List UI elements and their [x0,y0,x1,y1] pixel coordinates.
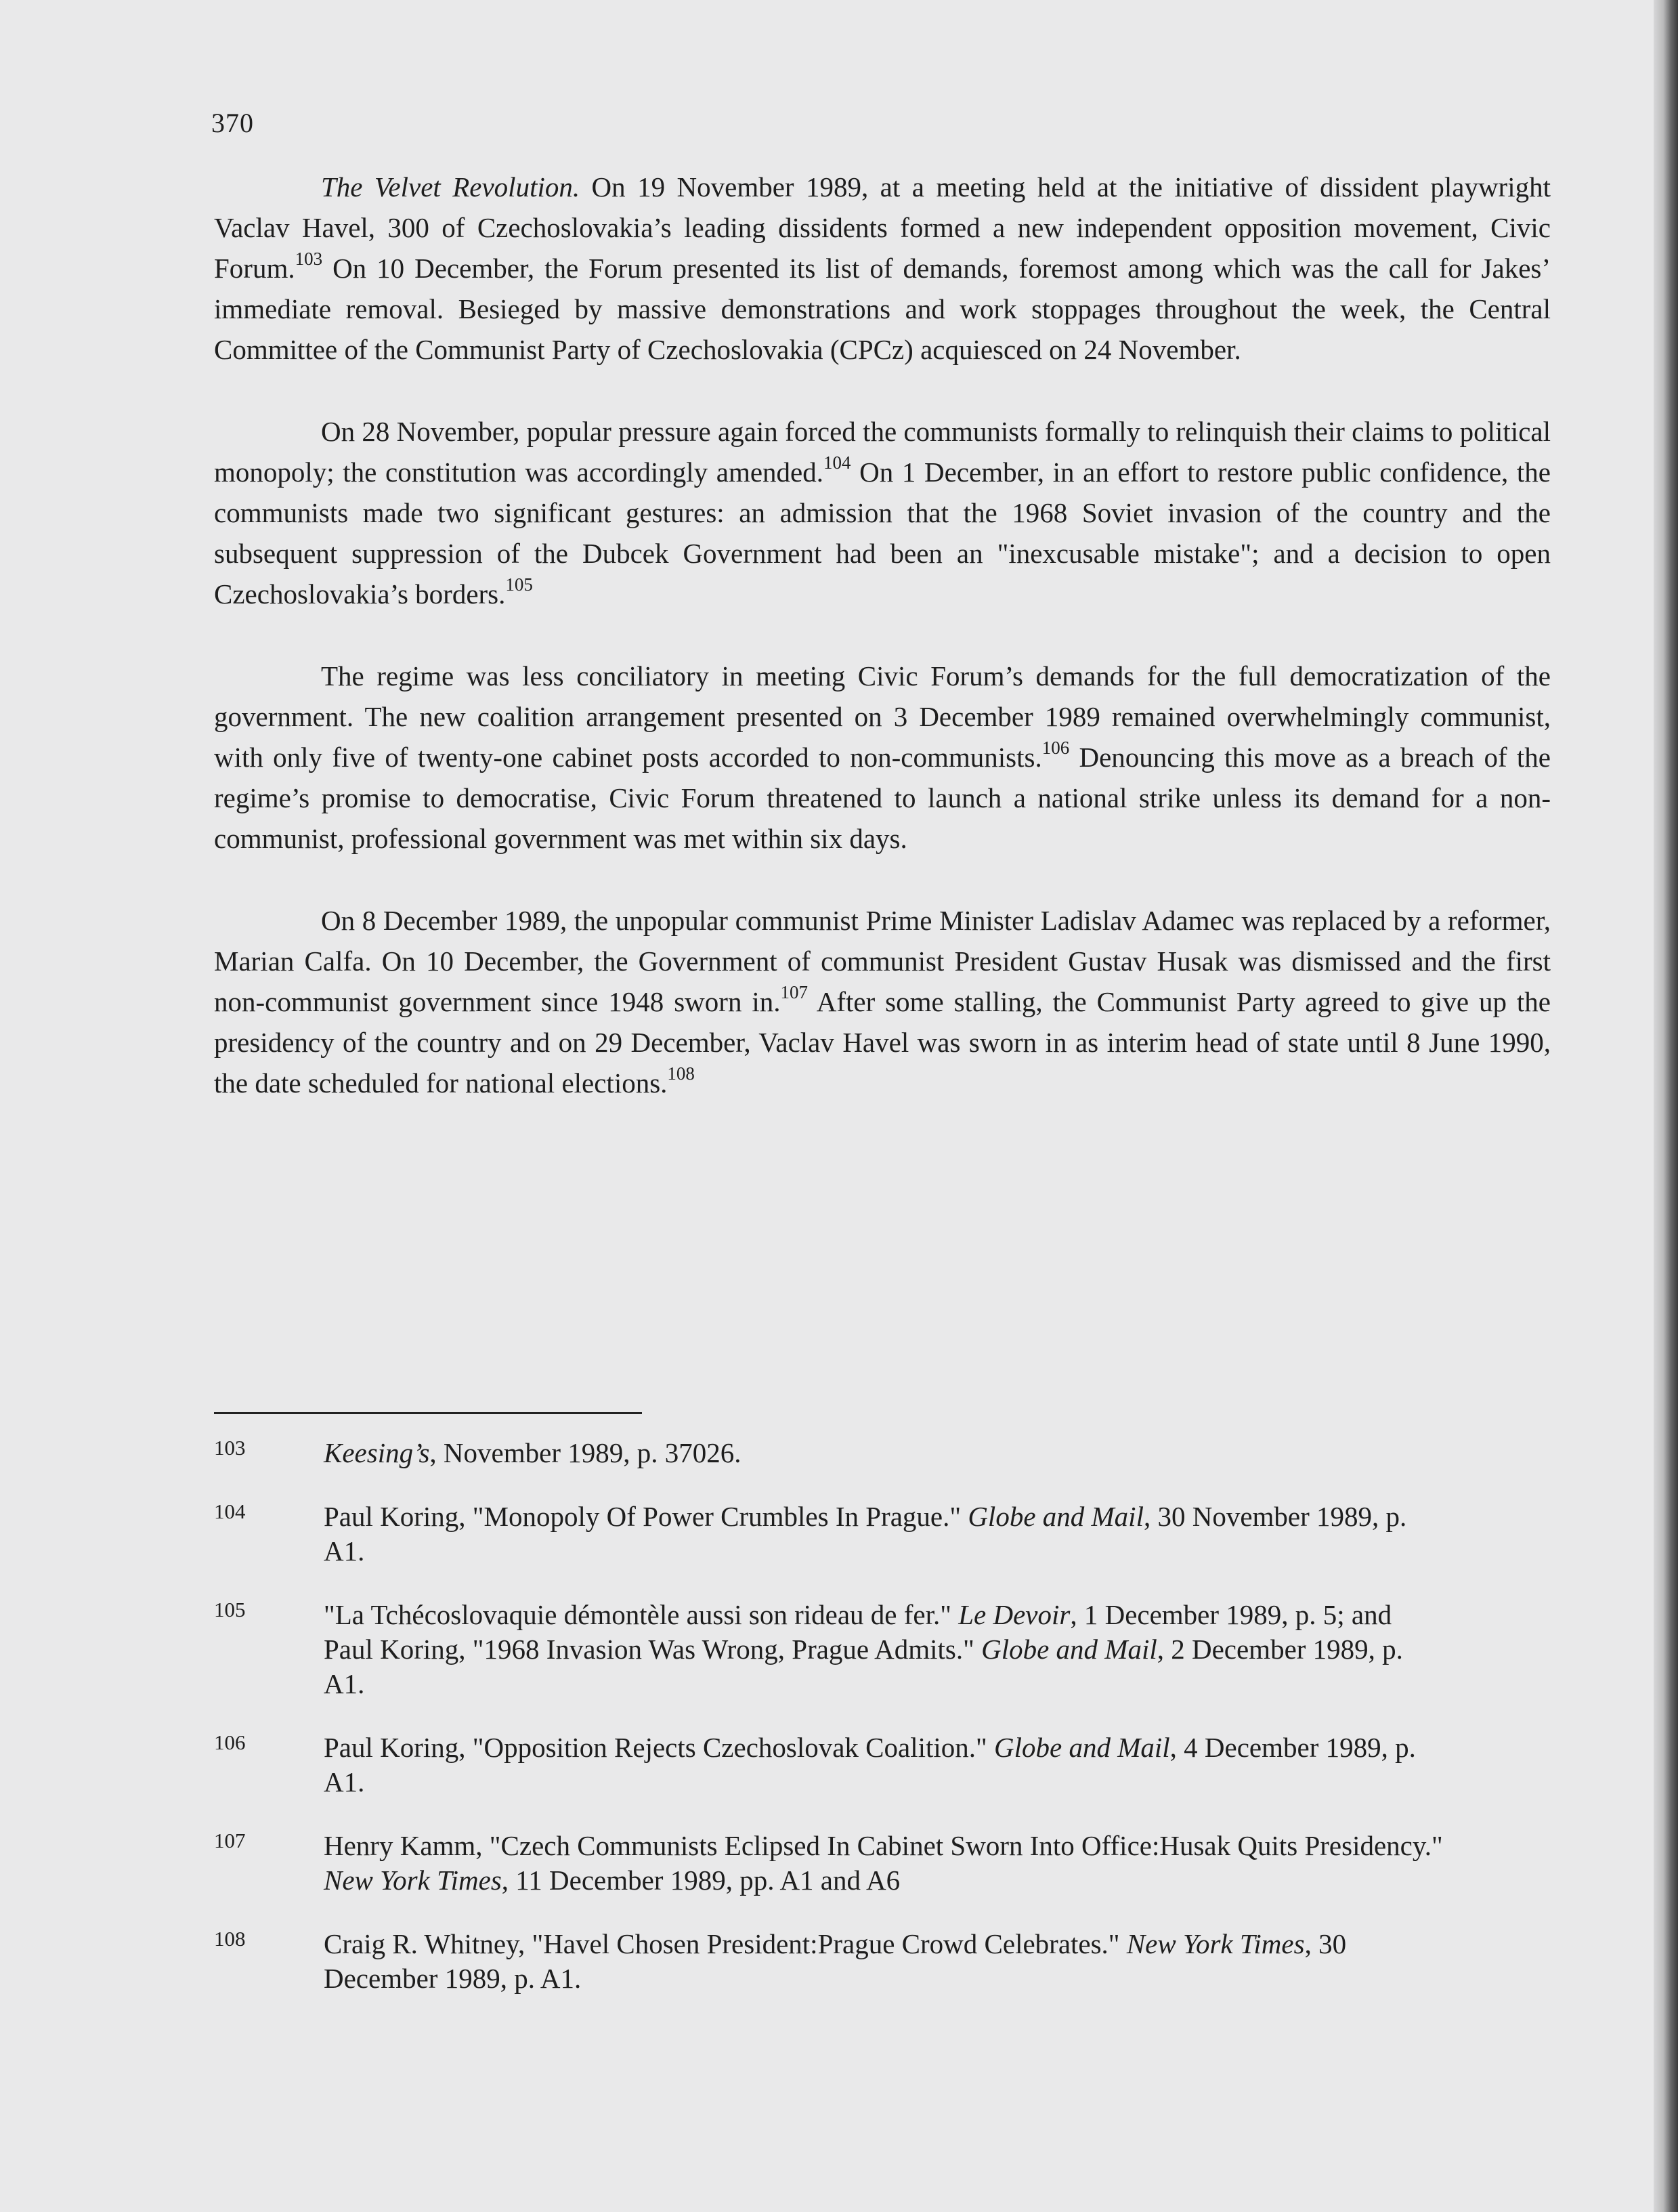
text-run: Henry Kamm, "Czech Communists Eclipsed In Cabinet Sworn Into Office:Husak Quits Presidency." [324,1830,1443,1861]
italic-text: New York Times [1126,1928,1305,1959]
footnote-ref: 103 [295,249,323,270]
paragraph [214,167,1551,370]
text-run: , 2 December 1989, p. A1. [324,1634,1403,1699]
footnotes [214,1436,1448,2025]
text-run: On 1 December, in an effort to restore public confidence, the communists made two significant gestures: an admission that the 1968 Soviet invasion of the country and the subsequent suppression of the Dubcek Government had been an "inexcusable mistake"; and a decision to open Czechoslovakia’s borders. [214,456,1551,610]
paragraph [214,656,1551,859]
footnote-number: 105 [214,1598,246,1621]
footnote-ref: 104 [823,452,851,473]
text-run: , November 1989, p. 37026. [429,1437,741,1468]
footnote-ref: 105 [505,574,533,595]
footnote-number: 107 [214,1829,246,1852]
page-number: 370 [211,108,254,138]
footnote-ref: 106 [1041,738,1070,759]
text-run: On 19 November 1989, at a meeting held at the initiative of dissident playwright Vaclav Havel, 300 of Czechoslovakia’s leading dissidents formed a new independent opposition movement, Civic Forum. [214,171,1551,284]
footnote [214,1829,1448,1898]
text-run: After some stalling, the Communist Party agreed to give up the presidency of the country and on 29 December, Vaclav Havel was sworn in as interim head of state until 8 June 1990, the date scheduled for national elections. [214,986,1551,1099]
text-run: The regime was less conciliatory in meeting Civic Forum’s demands for the full democratization of the government. The new coalition arrangement presented on 3 December 1989 remained overwhelmingly communist, with only five of twenty-one cabinet posts accorded to non-communists. [214,660,1551,773]
footnote [214,1927,1448,1996]
footnote [214,1500,1448,1569]
italic-text: Globe and Mail [994,1732,1170,1763]
paragraph [214,411,1551,614]
italic-text: New York Times [324,1865,502,1896]
footnote-number: 103 [214,1436,246,1460]
text-run: , 4 December 1989, p. A1. [324,1732,1416,1798]
footnote [214,1730,1448,1800]
footnote-text [324,1599,1403,1699]
footnote-text [324,1830,1443,1896]
italic-text: Globe and Mail [981,1634,1157,1665]
footnote-text [324,1732,1416,1798]
footnote-ref: 107 [780,982,809,1003]
footnote-number: 104 [214,1500,246,1523]
text-run: , 1 December 1989, p. 5; and Paul Koring, "1968 Invasion Was Wrong, Prague Admits." [324,1599,1392,1665]
text-run: On 10 December, the Forum presented its list of demands, foremost among which was the call for Jakes’ immediate removal. Besieged by massive demonstrations and work stoppages throughout the week, the Central Committee of the Communist Party of Czechoslovakia (CPCz) acquiesced on 24 November. [214,253,1551,365]
text-run: Paul Koring, "Opposition Rejects Czechoslovak Coalition." [324,1732,995,1763]
footnote-divider [214,1412,642,1414]
text-run: Denouncing this move as a breach of the regime’s promise to democratise, Civic Forum threatened to launch a national strike unless its demand for a non-communist, professional government was met within six days. [214,742,1551,854]
text-run: Paul Koring, "Monopoly Of Power Crumbles In Prague." [324,1501,968,1532]
footnote-text [324,1437,741,1468]
italic-text: The Velvet Revolution. [321,171,580,203]
footnote [214,1598,1448,1701]
text-run: On 8 December 1989, the unpopular communist Prime Minister Ladislav Adamec was replaced by a reformer, Marian Calfa. On 10 December, the Government of communist President Gustav Husak was dismissed and the first non-communist government since 1948 sworn in. [214,905,1551,1017]
text-run: "La Tchécoslovaquie démontèle aussi son rideau de fer." [324,1599,959,1630]
footnote-number: 108 [214,1927,246,1951]
footnote-text [324,1928,1346,1994]
main-text [214,167,1551,1145]
page-edge-shadow [1654,0,1678,2212]
footnote-ref: 108 [667,1063,695,1084]
footnote [214,1436,1448,1470]
text-run: , 30 December 1989, p. A1. [324,1928,1347,1994]
italic-text: Le Devoir [958,1599,1071,1630]
text-run: , 30 November 1989, p. A1. [324,1501,1407,1567]
text-run: , 11 December 1989, pp. A1 and A6 [501,1865,901,1896]
text-run: On 28 November, popular pressure again forced the communists formally to relinquish their claims to political monopoly; the constitution was accordingly amended. [214,416,1551,488]
italic-text: Keesing’s [324,1437,430,1468]
paragraph [214,900,1551,1103]
footnote-text [324,1501,1406,1567]
text-run: Craig R. Whitney, "Havel Chosen President:Prague Crowd Celebrates." [324,1928,1127,1959]
italic-text: Globe and Mail [968,1501,1144,1532]
footnote-number: 106 [214,1730,246,1754]
